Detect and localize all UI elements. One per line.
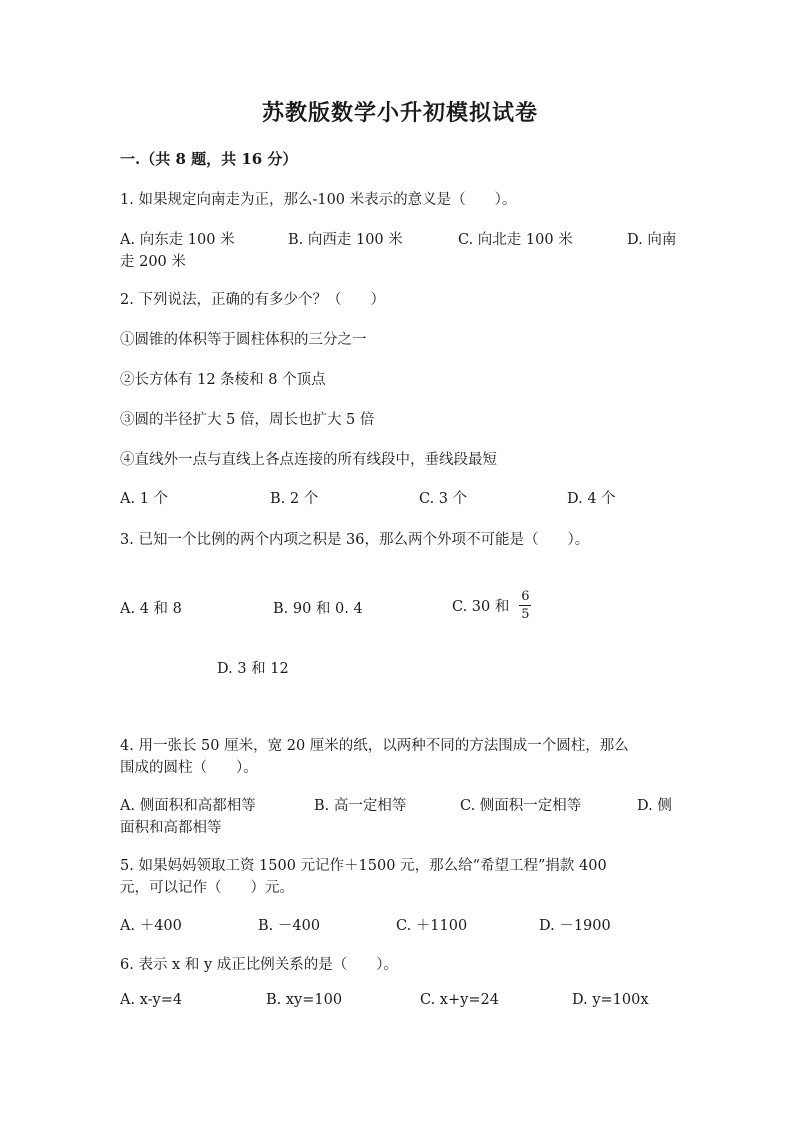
- question-4-option-b: B. 高一定相等: [314, 798, 407, 814]
- question-2-statement-4: ④直线外一点与直线上各点连接的所有线段中，垂线段最短: [120, 452, 497, 468]
- question-5-option-a: A. ＋400: [120, 918, 182, 934]
- question-2-option-d: D. 4 个: [567, 491, 616, 507]
- question-1-option-b: B. 向西走 100 米: [288, 232, 403, 248]
- question-4-stem-line-1: 4. 用一张长 50 厘米，宽 20 厘米的纸，以两种不同的方法围成一个圆柱，那么: [120, 738, 629, 754]
- question-6-option-b: B. xy=100: [266, 992, 343, 1008]
- question-4-option-a: A. 侧面积和高都相等: [120, 798, 256, 814]
- question-2-statement-3: ③圆的半径扩大 5 倍，周长也扩大 5 倍: [120, 412, 375, 428]
- question-5-stem-line-2: 元，可以记作（ ）元。: [120, 880, 294, 896]
- question-1-option-c: C. 向北走 100 米: [458, 232, 573, 248]
- question-5-option-b: B. －400: [258, 918, 321, 934]
- question-3-option-b: B. 90 和 0. 4: [273, 601, 363, 617]
- question-2-option-c: C. 3 个: [419, 491, 468, 507]
- question-2-statement-1: ①圆锥的体积等于圆柱体积的三分之一: [120, 332, 367, 348]
- question-5-stem-line-1: 5. 如果妈妈领取工资 1500 元记作＋1500 元，那么给“希望工程”捐款 400: [120, 858, 607, 874]
- question-5-option-c: C. ＋1100: [396, 918, 468, 934]
- question-1-stem: 1. 如果规定向南走为正，那么-100 米表示的意义是（ ）。: [120, 192, 517, 208]
- question-4-option-c: C. 侧面积一定相等: [460, 798, 582, 814]
- question-3-option-c: [452, 589, 531, 622]
- question-1-option-d: D. 向南: [627, 232, 677, 248]
- section-heading: 一.（共 8 题，共 16 分）: [120, 150, 298, 168]
- question-5-option-d: D. －1900: [539, 918, 611, 934]
- question-4-option-d-continued: 面积和高都相等: [120, 820, 222, 836]
- question-2-statement-2: ②长方体有 12 条棱和 8 个顶点: [120, 372, 326, 388]
- question-3-option-a: A. 4 和 8: [120, 601, 182, 617]
- question-1-option-d-continued: 走 200 米: [120, 254, 186, 270]
- question-3-option-d: D. 3 和 12: [217, 661, 289, 677]
- page-title: 苏教版数学小升初模拟试卷: [261, 100, 538, 126]
- question-2-option-b: B. 2 个: [270, 491, 319, 507]
- question-6-option-d: D. y=100x: [572, 992, 649, 1008]
- fraction-numerator: 6: [521, 589, 530, 604]
- question-1-option-a: A. 向东走 100 米: [120, 232, 235, 248]
- question-4-option-d: D. 侧: [637, 798, 672, 814]
- question-2-stem: 2. 下列说法，正确的有多少个？（ ）: [120, 292, 385, 308]
- question-6-option-a: A. x-y=4: [120, 992, 183, 1008]
- question-3-option-c-text: C. 30 和: [452, 599, 510, 615]
- fraction: [519, 589, 531, 622]
- question-2-option-a: A. 1 个: [120, 491, 169, 507]
- fraction-bar: [519, 605, 531, 606]
- question-6-option-c: C. x+y=24: [420, 992, 499, 1008]
- fraction-denominator: 5: [521, 607, 530, 622]
- question-3-stem: 3. 已知一个比例的两个内项之积是 36，那么两个外项不可能是（ ）。: [120, 532, 590, 548]
- question-6-stem: 6. 表示 x 和 y 成正比例关系的是（ ）。: [120, 957, 398, 973]
- question-4-stem-line-2: 围成的圆柱（ ）。: [120, 760, 258, 776]
